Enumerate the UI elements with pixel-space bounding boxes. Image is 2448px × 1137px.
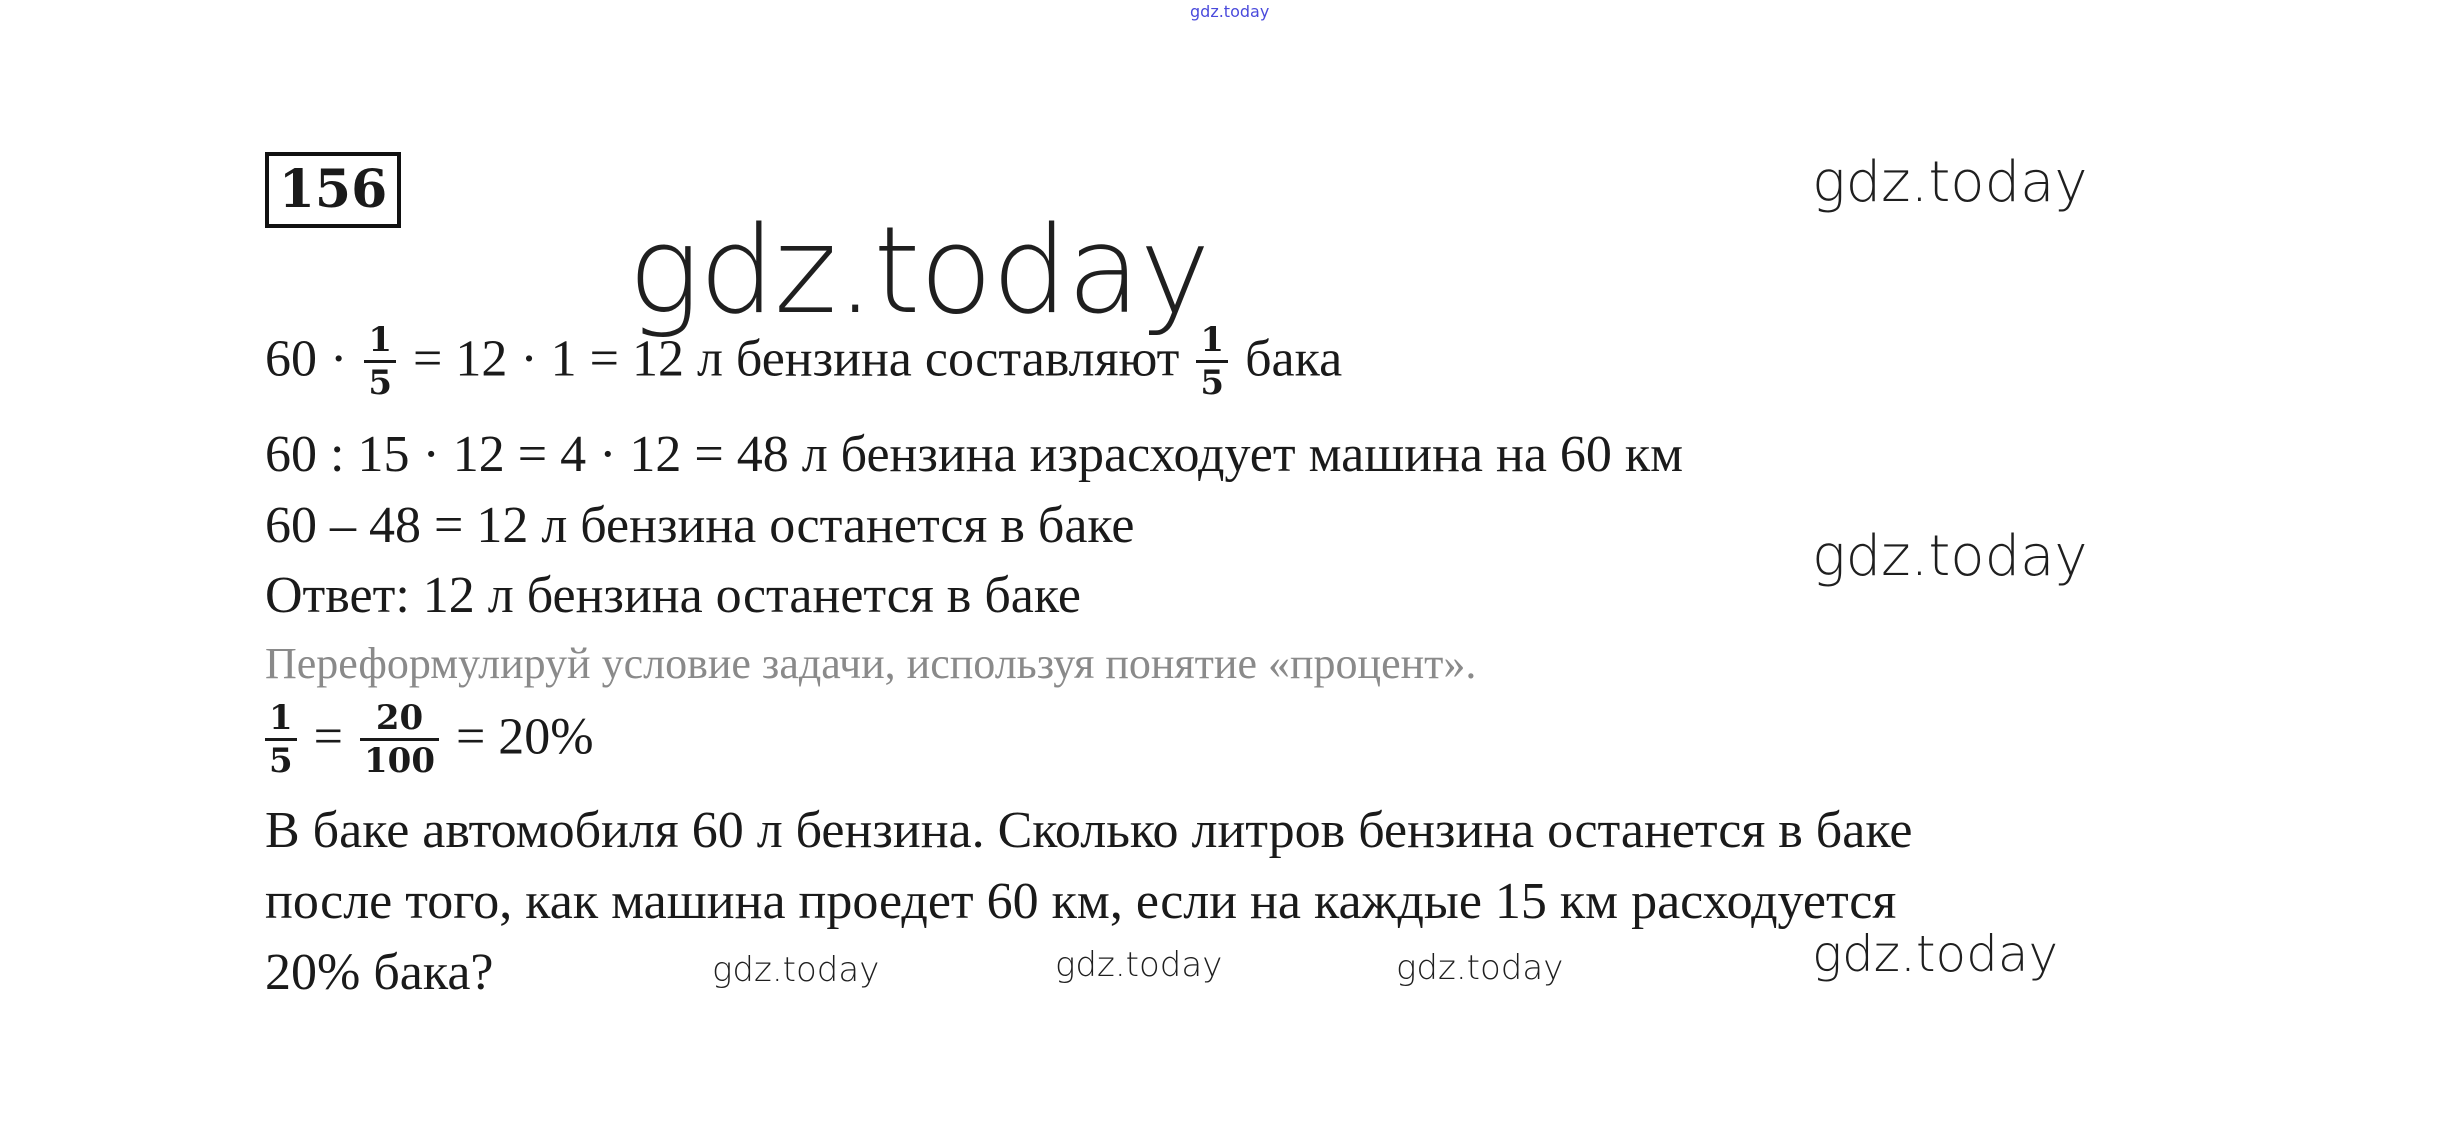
equals-sign: = [313,708,343,766]
fraction-denominator: 5 [1196,360,1228,403]
solution-line-2: 60 : 15 · 12 = 4 · 12 = 48 л бензина израсходует машина на 60 км [265,426,1684,483]
watermark-right-1: gdz.today [1812,150,2088,215]
text-segment: = 12 · 1 = 12 л бензина составляют [413,330,1180,388]
problem-line-2: после того, как машина проедет 60 км, если на каждые 15 км расходуется [265,873,1897,930]
percent-line [265,700,594,783]
fraction-numerator: 20 [375,698,424,738]
fraction [1196,320,1228,403]
text-segment: = 20% [455,708,594,766]
fraction-numerator: 1 [368,320,392,360]
fraction-denominator: 100 [360,738,439,781]
text-segment: 60 · [265,330,348,388]
fraction-numerator: 1 [269,698,293,738]
fraction [360,698,439,781]
text-segment: бака [1245,330,1343,388]
fraction-denominator: 5 [265,738,297,781]
watermark-right-3: gdz.today [1812,925,2059,983]
task-number: 156 [265,152,401,228]
watermark-bottom-2: gdz.today [1055,945,1223,985]
problem-line-1: В баке автомобиля 60 л бензина. Сколько литров бензина останется в баке [265,802,1913,859]
watermark-right-2: gdz.today [1812,524,2088,589]
fraction-denominator: 5 [364,360,396,403]
fraction [364,320,396,403]
fraction-numerator: 1 [1200,320,1225,360]
watermark-top: gdz.today [1190,2,1270,21]
watermark-bottom-3: gdz.today [1396,948,1564,988]
problem-line-3: 20% бака? [265,944,494,1001]
fraction [265,698,297,781]
instruction-line: Переформулируй условие задачи, используя понятие «процент». [265,639,1477,688]
watermark-large: gdz.today [628,202,1210,341]
solution-line-3: 60 – 48 = 12 л бензина останется в баке [265,497,1135,554]
watermark-bottom-1: gdz.today [712,950,880,990]
solution-line-1 [265,322,1342,405]
answer-line: Ответ: 12 л бензина останется в баке [265,567,1081,624]
